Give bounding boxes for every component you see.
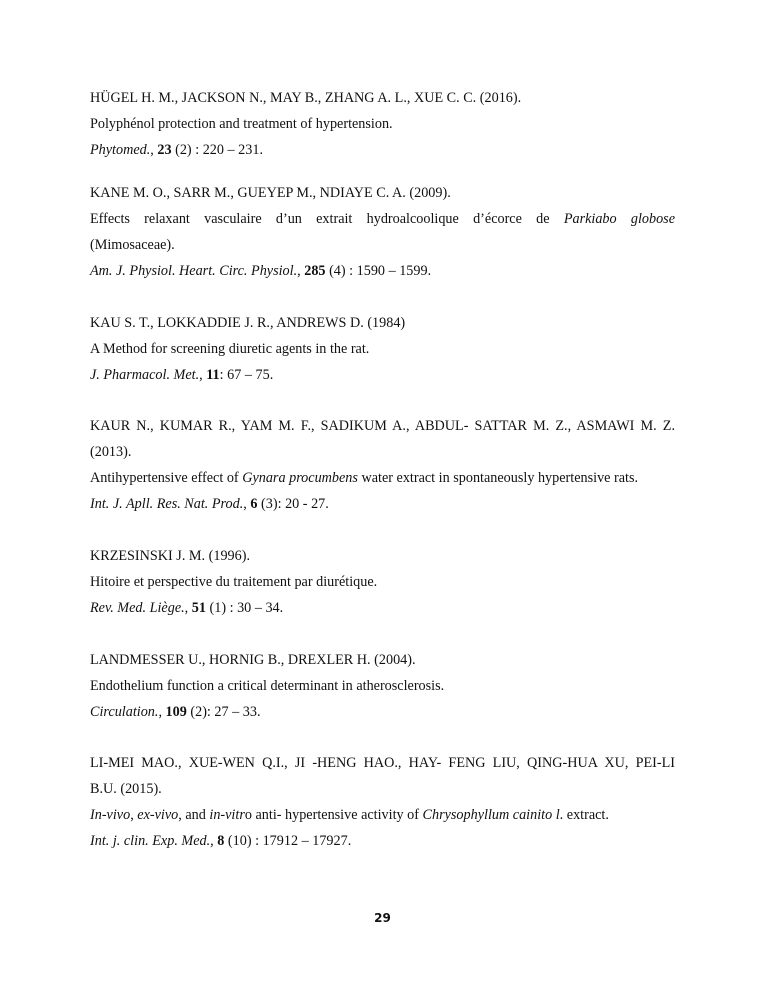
reference-authors: KANE M. O., SARR M., GUEYEP M., NDIAYE C. A. (2009). bbox=[90, 185, 451, 201]
journal-name: Phytomed. bbox=[90, 142, 151, 158]
reference-authors: HÜGEL H. M., JACKSON N., MAY B., ZHANG A. L., XUE C. C. (2016). bbox=[90, 90, 522, 106]
volume-number: 23 bbox=[157, 142, 172, 158]
volume-number: 6 bbox=[250, 496, 258, 512]
reference-source: Circulation., 109 (2): 27 – 33. bbox=[90, 704, 261, 720]
reference-authors-continued: B.U. (2015). bbox=[90, 781, 162, 797]
pages: (1) : 30 – 34. bbox=[205, 600, 284, 616]
species-name: Chrysophyllum cainito l bbox=[422, 807, 560, 823]
pages: (4) : 1590 – 1599. bbox=[325, 263, 432, 279]
volume-number: 51 bbox=[191, 600, 206, 616]
reference-authors: LI-MEI MAO., XUE-WEN Q.I., JI -HENG HAO., HAY- FENG LIU, QING-HUA XU, PEI-LI bbox=[90, 755, 675, 771]
reference-authors: KAUR N., KUMAR R., YAM M. F., SADIKUM A., ABDUL- SATTAR M. Z., ASMAWI M. Z. bbox=[90, 418, 675, 434]
reference-title: Polyphénol protection and treatment of hypertension. bbox=[90, 116, 393, 132]
journal-name: Int. J. Apll. Res. Nat. Prod. bbox=[90, 496, 244, 512]
reference-source: Int. J. Apll. Res. Nat. Prod., 6 (3): 20 - 27. bbox=[90, 496, 329, 512]
journal-name: Am. J. Physiol. Heart. Circ. Physiol. bbox=[90, 263, 298, 279]
pages: : 67 – 75. bbox=[219, 367, 274, 383]
reference-authors-continued: (2013). bbox=[90, 444, 132, 460]
pages: (10) : 17912 – 17927. bbox=[224, 833, 352, 849]
reference-title: Effects relaxant vasculaire d’un extrait hydroalcoolique d’écorce de Parkiabo globose bbox=[90, 211, 676, 227]
journal-name: Rev. Med. Liège. bbox=[90, 600, 185, 616]
reference-title: Hitoire et perspective du traitement par diurétique. bbox=[90, 574, 378, 590]
pages: (2) : 220 – 231. bbox=[171, 142, 263, 158]
pages: (2): 27 – 33. bbox=[186, 704, 261, 720]
reference-source: Phytomed., 23 (2) : 220 – 231. bbox=[90, 142, 263, 158]
species-name: Parkiabo globose bbox=[563, 211, 676, 227]
reference-authors: KAU S. T., LOKKADDIE J. R., ANDREWS D. (1984) bbox=[90, 315, 406, 331]
reference-title: In-vivo, ex-vivo, and in-vitro anti- hypertensive activity of Chrysophyllum cainito l. extract. bbox=[90, 807, 609, 823]
volume-number: 8 bbox=[217, 833, 225, 849]
reference-source: Int. j. clin. Exp. Med., 8 (10) : 17912 – 17927. bbox=[90, 833, 352, 849]
reference-source: Am. J. Physiol. Heart. Circ. Physiol., 285 (4) : 1590 – 1599. bbox=[90, 263, 432, 279]
journal-name: J. Pharmacol. Met. bbox=[90, 367, 200, 383]
volume-number: 109 bbox=[165, 704, 187, 720]
reference-authors: KRZESINSKI J. M. (1996). bbox=[90, 548, 251, 564]
volume-number: 285 bbox=[304, 263, 326, 279]
reference-source: J. Pharmacol. Met., 11: 67 – 75. bbox=[90, 367, 274, 383]
volume-number: 11 bbox=[206, 367, 220, 383]
journal-name: Circulation. bbox=[90, 704, 159, 720]
reference-title: Endothelium function a critical determinant in atherosclerosis. bbox=[90, 678, 445, 694]
journal-name: Int. j. clin. Exp. Med. bbox=[90, 833, 211, 849]
species-name: Gynara procumbens bbox=[242, 470, 358, 486]
page-number: 29 bbox=[374, 911, 391, 925]
reference-source: Rev. Med. Liège., 51 (1) : 30 – 34. bbox=[90, 600, 284, 616]
pages: (3): 20 - 27. bbox=[257, 496, 329, 512]
reference-title-continued: (Mimosaceae). bbox=[90, 237, 175, 253]
reference-title: A Method for screening diuretic agents in the rat. bbox=[90, 341, 370, 357]
reference-authors: LANDMESSER U., HORNIG B., DREXLER H. (2004). bbox=[90, 652, 416, 668]
reference-title: Antihypertensive effect of Gynara procumbens water extract in spontaneously hypertensive rats. bbox=[90, 470, 639, 486]
